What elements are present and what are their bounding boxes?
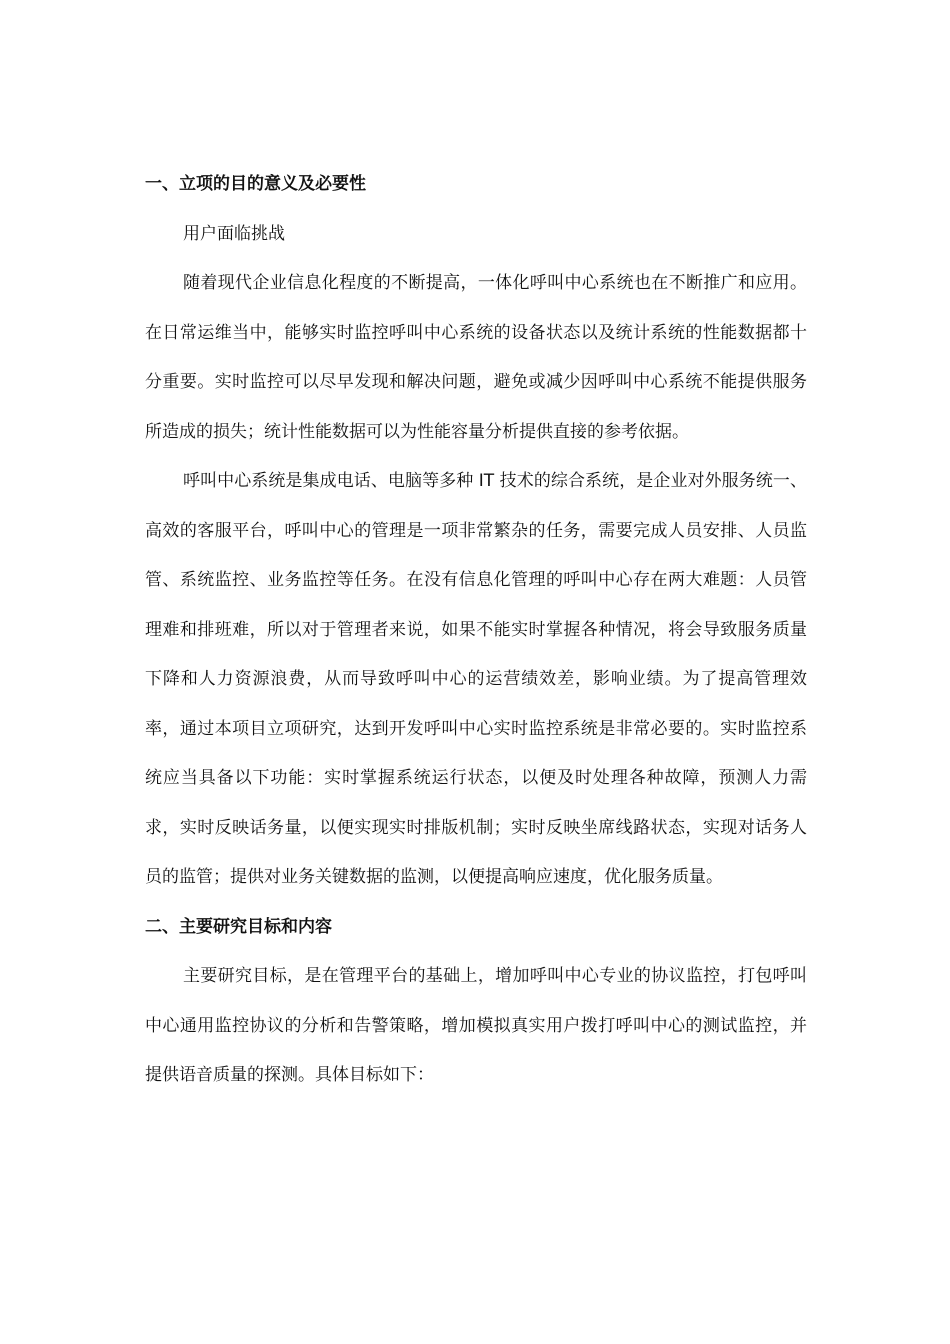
document-body (145, 160, 807, 1101)
section-1-paragraph-2: 呼叫中心系统是集成电话、电脑等多种 IT 技术的综合系统，是企业对外服务统一、高效的客服平台，呼叫中心的管理是一项非常繁杂的任务，需要完成人员安排、人员监管、系统监控、业务监控等任务。在没有信息化管理的呼叫中心存在两大难题：人员管理难和排班难，所以对于管理者来说，如果不能实时掌握各种情况，将会导致服务质量下降和人力资源浪费，从而导致呼叫中心的运营绩效差，影响业绩。为了提高管理效率，通过本项目立项研究，达到开发呼叫中心实时监控系统是非常必要的。实时监控系统应当具备以下功能：实时掌握系统运行状态，以便及时处理各种故障，预测人力需求，实时反映话务量，以便实现实时排版机制；实时反映坐席线路状态，实现对话务人员的监管；提供对业务关键数据的监测，以便提高响应速度，优化服务质量。 (145, 471, 807, 887)
section-1-paragraph-1: 随着现代企业信息化程度的不断提高，一体化呼叫中心系统也在不断推广和应用。在日常运维当中，能够实时监控呼叫中心系统的设备状态以及统计系统的性能数据都十分重要。实时监控可以尽早发现和解决问题，避免或减少因呼叫中心系统不能提供服务所造成的损失；统计性能数据可以为性能容量分析提供直接的参考依据。 (145, 273, 807, 442)
section-2-heading: 二、主要研究目标和内容 (145, 916, 332, 937)
section-1-heading: 一、立项的目的意义及必要性 (145, 174, 366, 194)
section-1-subheading: 用户面临挑战 (183, 223, 285, 244)
section-2-paragraph-1: 主要研究目标，是在管理平台的基础上，增加呼叫中心专业的协议监控，打包呼叫中心通用监控协议的分析和告警策略，增加模拟真实用户拨打呼叫中心的测试监控，并提供语音质量的探测。具体目标如下： (145, 966, 807, 1085)
